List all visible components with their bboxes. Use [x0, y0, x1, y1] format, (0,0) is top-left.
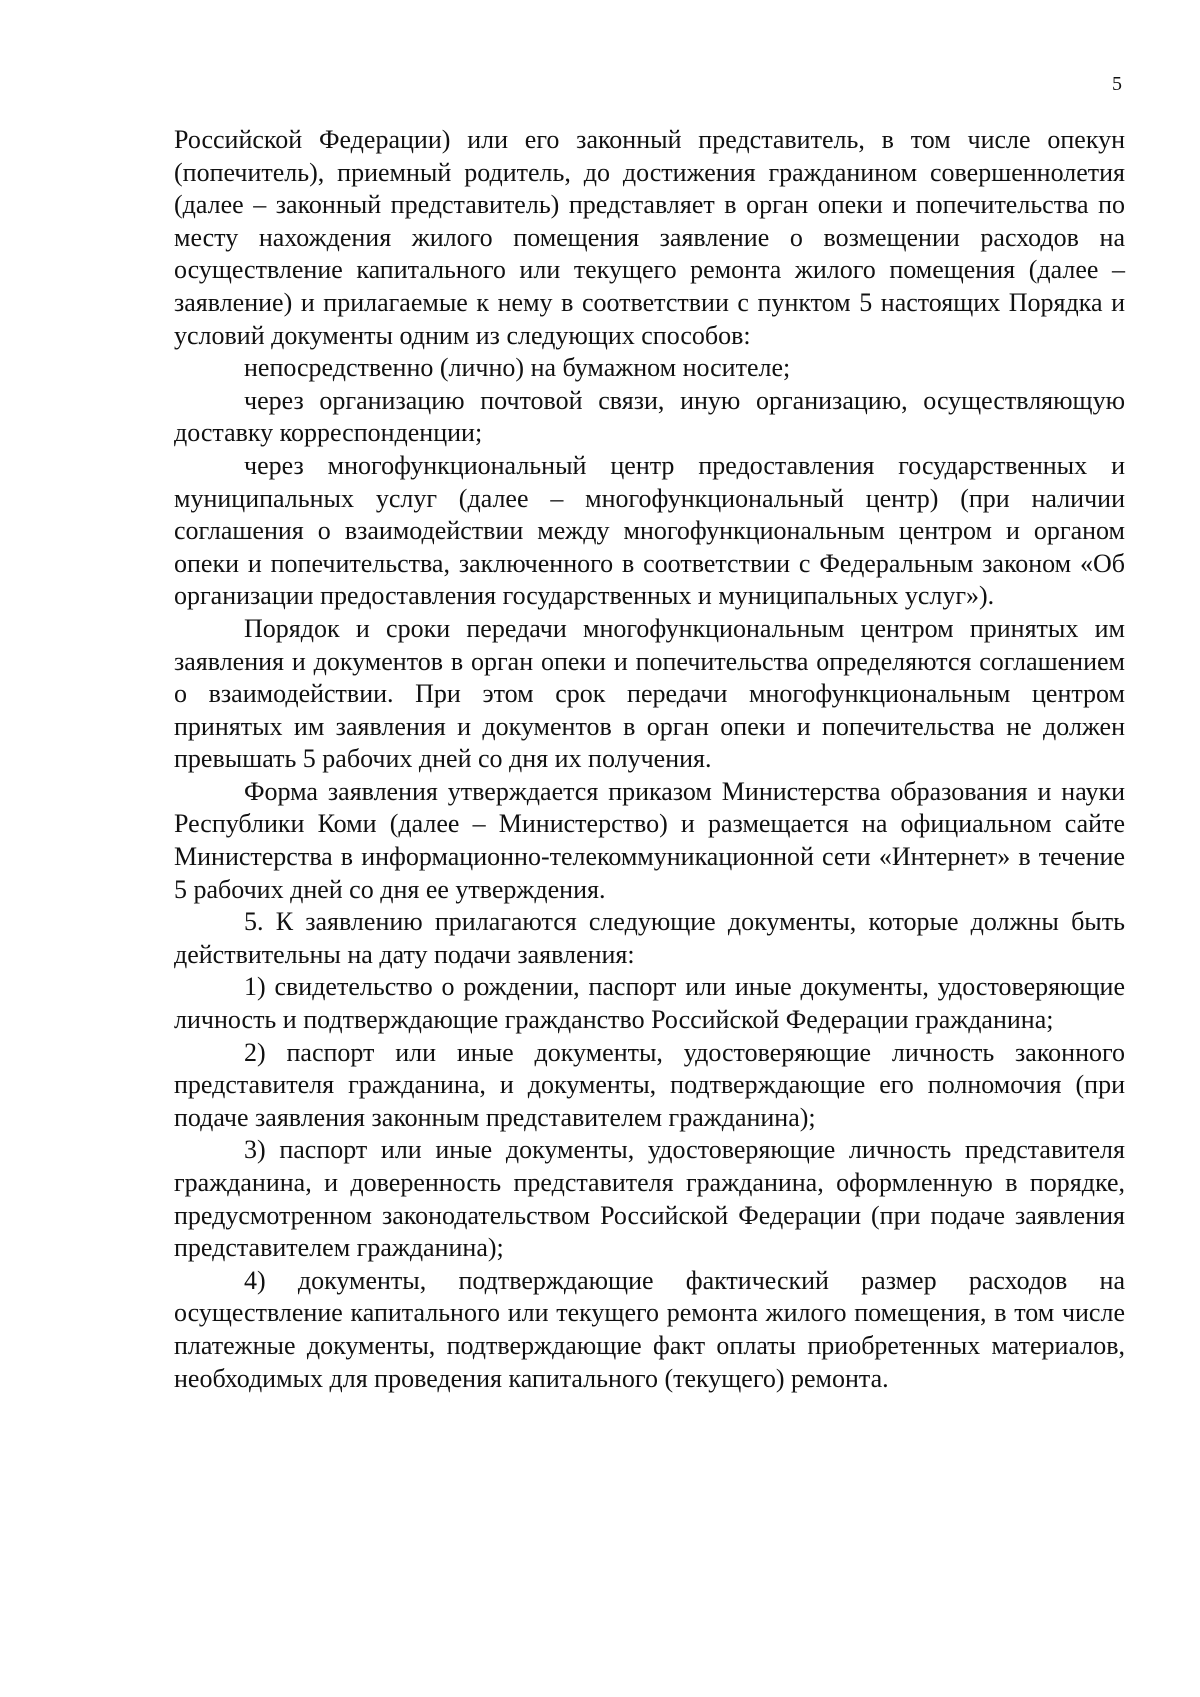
- paragraph: 5. К заявлению прилагаются следующие документы, которые должны быть действительны на дату подачи заявления:: [174, 907, 1125, 969]
- paragraph: Форма заявления утверждается приказом Министерства образования и науки Республики Коми (далее – Министерство) и размещается на официальном сайте Министерства в информационно-телекоммуникационной сети «Интернет» в течение 5 рабочих дней со дня ее утверждения.: [174, 776, 1125, 904]
- list-item: 3) паспорт или иные документы, удостоверяющие личность представителя гражданина, и доверенность представителя гражданина, оформленную в порядке, предусмотренном законодательством Российской Федерации (при подаче заявления представителем гражданина);: [174, 1135, 1125, 1263]
- list-item: 4) документы, подтверждающие фактический размер расходов на осуществление капитального или текущего ремонта жилого помещения, в том числе платежные документы, подтверждающие факт оплаты приобретенных материалов, необходимых для проведения капитального (текущего) ремонта.: [174, 1265, 1125, 1393]
- document-body: [174, 124, 1125, 1395]
- paragraph: Российской Федерации) или его законный представитель, в том числе опекун (попечитель), приемный родитель, до достижения гражданином совершеннолетия (далее – законный представитель) представляет в орган опеки и попечительства по месту нахождения жилого помещения заявление о возмещении расходов на осуществление капитального или текущего ремонта жилого помещения (далее – заявление) и прилагаемые к нему в соответствии с пунктом 5 настоящих Порядка и условий документы одним из следующих способов:: [174, 125, 1125, 350]
- paragraph: Порядок и сроки передачи многофункциональным центром принятых им заявления и документов в орган опеки и попечительства определяются соглашением о взаимодействии. При этом срок передачи многофункциональным центром принятых им заявления и документов в орган опеки и попечительства не должен превышать 5 рабочих дней со дня их получения.: [174, 613, 1125, 774]
- paragraph: непосредственно (лично) на бумажном носителе;: [244, 353, 791, 383]
- paragraph: через многофункциональный центр предоставления государственных и муниципальных услуг (далее – многофункциональный центр) (при наличии соглашения о взаимодействии между многофункциональным центром и органом опеки и попечительства, заключенного в соответствии с Федеральным законом «Об организации предоставления государственных и муниципальных услуг»).: [174, 450, 1125, 611]
- list-item: 1) свидетельство о рождении, паспорт или иные документы, удостоверяющие личность и подтверждающие гражданство Российской Федерации гражданина;: [174, 972, 1125, 1035]
- page-number: 5: [1112, 73, 1122, 95]
- paragraph: через организацию почтовой связи, иную организацию, осуществляющую доставку корреспонденции;: [174, 385, 1125, 448]
- list-item: 2) паспорт или иные документы, удостоверяющие личность законного представителя гражданина, и документы, подтверждающие его полномочия (при подаче заявления законным представителем гражданина);: [174, 1037, 1125, 1132]
